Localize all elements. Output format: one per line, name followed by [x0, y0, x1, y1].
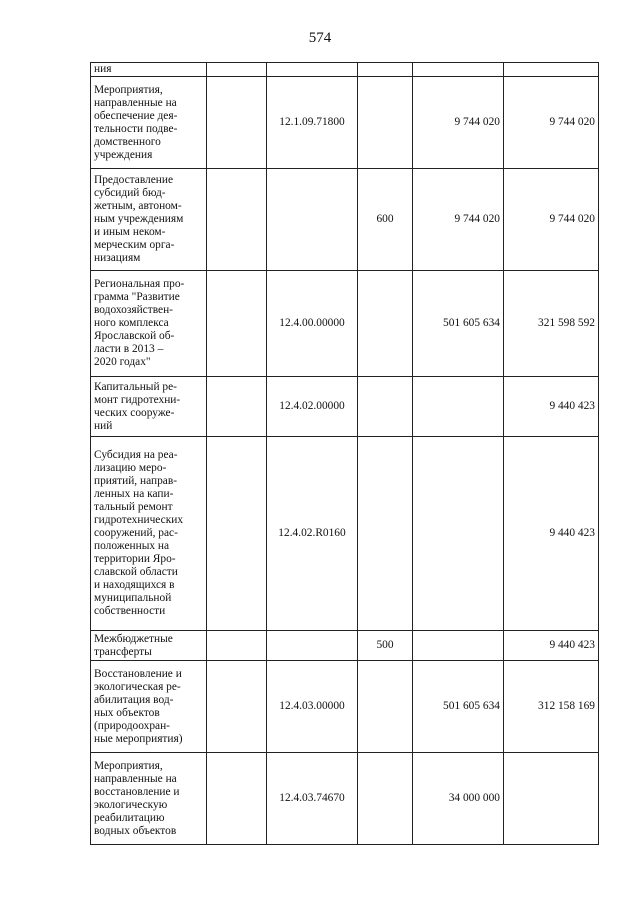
target-code: 12.4.03.74670: [267, 753, 358, 845]
amount-2: 9 744 020: [504, 169, 599, 271]
target-code: 12.4.03.00000: [267, 661, 358, 753]
empty-cell: [207, 437, 267, 631]
target-code: 12.4.00.00000: [267, 271, 358, 377]
amount-1: [413, 63, 504, 77]
amount-1: [413, 437, 504, 631]
amount-2: 9 440 423: [504, 631, 599, 661]
empty-cell: [207, 661, 267, 753]
amount-2: [504, 753, 599, 845]
expense-type: [358, 661, 413, 753]
target-code: [267, 169, 358, 271]
empty-cell: [207, 753, 267, 845]
table-row: [91, 753, 599, 845]
expense-type: [358, 63, 413, 77]
expense-type: 600: [358, 169, 413, 271]
item-name: Субсидия на реа- лизацию меро- приятий, направ- ленных на капи- тальный ремонт гидротехнических сооружений, рас- положенных на территории Яро- славской области и находящихся в муниципальной собственности: [91, 437, 207, 631]
item-name: Мероприятия, направленные на обеспечение дея- тельности подве- домственного учреждения: [91, 77, 207, 169]
target-code: [267, 631, 358, 661]
budget-table: [90, 62, 599, 845]
expense-type: [358, 753, 413, 845]
empty-cell: [207, 631, 267, 661]
item-name: Мероприятия, направленные на восстановление и экологическую реабилитацию водных объектов: [91, 753, 207, 845]
table-row: [91, 271, 599, 377]
empty-cell: [207, 63, 267, 77]
table-row: [91, 377, 599, 437]
table-row: [91, 631, 599, 661]
item-name: Межбюджетные трансферты: [91, 631, 207, 661]
empty-cell: [207, 77, 267, 169]
amount-2: 9 440 423: [504, 437, 599, 631]
amount-2: 9 440 423: [504, 377, 599, 437]
amount-1: 9 744 020: [413, 169, 504, 271]
target-code: 12.1.09.71800: [267, 77, 358, 169]
amount-1: 501 605 634: [413, 661, 504, 753]
table-row: [91, 661, 599, 753]
amount-2: 9 744 020: [504, 77, 599, 169]
target-code: 12.4.02.00000: [267, 377, 358, 437]
empty-cell: [207, 169, 267, 271]
amount-1: 34 000 000: [413, 753, 504, 845]
item-name: Капитальный ре- монт гидротехни- ческих сооруже- ний: [91, 377, 207, 437]
expense-type: [358, 377, 413, 437]
item-name: Восстановление и экологическая ре- абилитация вод- ных объектов (природоохран- ные мероприятия): [91, 661, 207, 753]
amount-2: 312 158 169: [504, 661, 599, 753]
amount-2: [504, 63, 599, 77]
amount-1: 501 605 634: [413, 271, 504, 377]
table-row: [91, 437, 599, 631]
expense-type: [358, 437, 413, 631]
amount-2: 321 598 592: [504, 271, 599, 377]
amount-1: 9 744 020: [413, 77, 504, 169]
target-code: [267, 63, 358, 77]
amount-1: [413, 377, 504, 437]
expense-type: [358, 77, 413, 169]
table-row: [91, 169, 599, 271]
item-name: Региональная про- грамма "Развитие водохозяйствен- ного комплекса Ярославской об- ласти в 2013 – 2020 годах": [91, 271, 207, 377]
expense-type: [358, 271, 413, 377]
empty-cell: [207, 377, 267, 437]
table-row: [91, 77, 599, 169]
item-name: Предоставление субсидий бюд- жетным, автоном- ным учреждениям и иным неком- мерческим орга- низациям: [91, 169, 207, 271]
page-number: 574: [308, 30, 332, 46]
item-name: ния: [91, 63, 207, 77]
expense-type: 500: [358, 631, 413, 661]
table-row: [91, 63, 599, 77]
amount-1: [413, 631, 504, 661]
empty-cell: [207, 271, 267, 377]
target-code: 12.4.02.R0160: [267, 437, 358, 631]
